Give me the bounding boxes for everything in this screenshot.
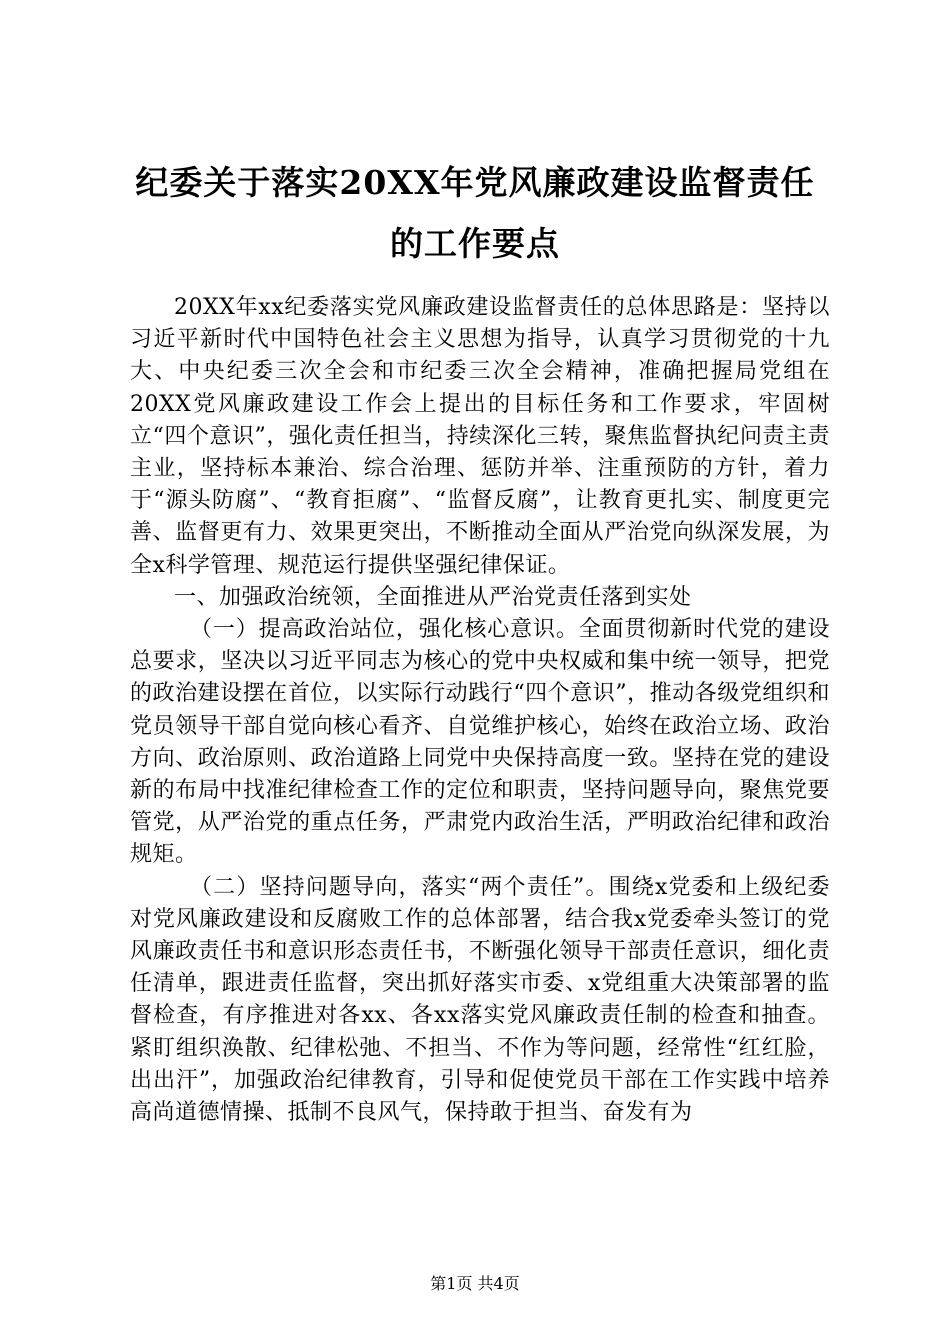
paragraph-subsection-1: （一）提高政治站位，强化核心意识。全面贯彻新时代党的建设总要求，坚决以习近平同志为核心的党中央权威和集中统一领导，把党的政治建设摆在首位，以实际行动践行“四个意识”，推动各级党组织和党员领导干部自觉向核心看齐、自觉维护核心，始终在政治立场、政治方向、政治原则、政治道路上同党中央保持高度一致。坚持在党的建设新的布局中找准纪律检查工作的定位和职责，坚持问题导向，聚焦党要管党，从严治党的重点任务，严肃党内政治生活，严明政治纪律和政治规矩。: [130, 617, 830, 868]
paragraph-subsection-2: （二）坚持问题导向，落实“两个责任”。围绕x党委和上级纪委对党风廉政建设和反腐败工作的总体部署，结合我x党委牵头签订的党风廉政责任书和意识形态责任书，不断强化领导干部责任意识，细化责任清单，跟进责任监督，突出抓好落实市委、x党组重大决策部署的监督检查，有序推进对各xx、各xx落实党风廉政责任制的检查和抽查。紧盯组织涣散、纪律松弛、不担当、不作为等问题，经常性“红红脸，出出汗”，加强政治纪律教育，引导和促使党员干部在工作实践中培养高尚道德情操、抵制不良风气，保持敢于担当、奋发有为: [130, 874, 830, 1126]
document-body: [130, 292, 830, 1129]
paragraph-intro: 20XX年xx纪委落实党风廉政建设监督责任的总体思路是：坚持以习近平新时代中国特色社会主义思想为指导，认真学习贯彻党的十九大、中央纪委三次全会和市纪委三次全会精神，准确把握局党组在20XX党风廉政建设工作会上提出的目标任务和工作要求，牢固树立“四个意识”，强化责任担当，持续深化三转，聚焦监督执纪问责主责主业，坚持标本兼治、综合治理、惩防并举、注重预防的方针，着力于“源头防腐”、“教育拒腐”、“监督反腐”，让教育更扎实、制度更完善、监督更有力、效果更突出，不断推动全面从严治党向纵深发展，为全x科学管理、规范运行提供坚强纪律保证。: [130, 295, 830, 578]
document-title-line-2: 的工作要点: [390, 224, 560, 263]
section-heading-1: 一、加强政治统领，全面推进从严治党责任落到实处: [174, 584, 692, 610]
page-footer: 第1页 共4页: [430, 1274, 520, 1293]
document-title-line-1: 纪委关于落实20XX年党风廉政建设监督责任: [135, 163, 815, 202]
